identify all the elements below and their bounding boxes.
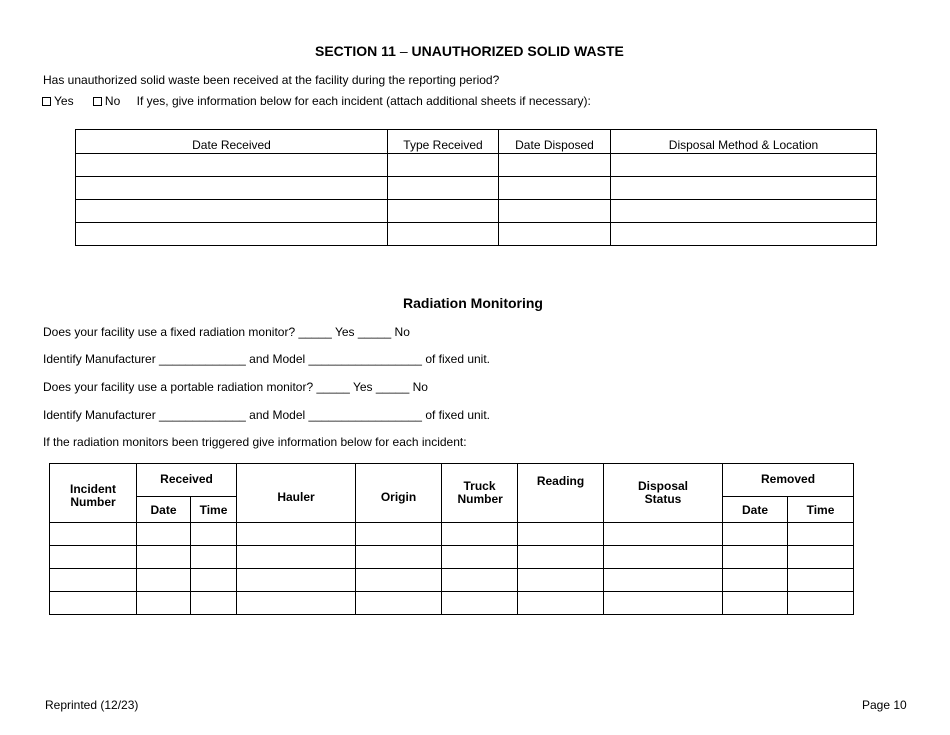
radiation-title: Radiation Monitoring bbox=[403, 295, 543, 311]
table-row bbox=[50, 546, 854, 569]
header-received: Received bbox=[137, 464, 237, 497]
table-cell[interactable] bbox=[611, 223, 877, 246]
no-label: No bbox=[104, 94, 121, 108]
table-cell[interactable] bbox=[237, 592, 356, 615]
yes-checkbox[interactable] bbox=[42, 94, 74, 108]
header-removed-time: Time bbox=[788, 496, 854, 522]
table-cell[interactable] bbox=[442, 546, 518, 569]
table-cell[interactable] bbox=[604, 523, 723, 546]
table-cell[interactable] bbox=[191, 546, 237, 569]
table-cell[interactable] bbox=[611, 200, 877, 223]
table-cell[interactable] bbox=[518, 592, 604, 615]
yes-label: Yes bbox=[54, 94, 74, 108]
header-date-disposed: Date Disposed bbox=[499, 130, 611, 154]
header-disposal-method: Disposal Method & Location bbox=[611, 130, 877, 154]
reprinted-date: Reprinted (12/23) bbox=[45, 698, 139, 712]
table-cell[interactable] bbox=[237, 523, 356, 546]
table-cell[interactable] bbox=[518, 569, 604, 592]
table-cell[interactable] bbox=[442, 523, 518, 546]
yes-no-row bbox=[42, 94, 591, 108]
table-cell[interactable] bbox=[388, 223, 499, 246]
table-row bbox=[76, 200, 877, 223]
table-cell[interactable] bbox=[76, 154, 388, 177]
table-cell[interactable] bbox=[191, 523, 237, 546]
header-disposal-status: Disposal Status bbox=[604, 464, 723, 523]
trigger-instruction: If the radiation monitors been triggered give information below for each incident: bbox=[43, 435, 467, 449]
table-cell[interactable] bbox=[388, 177, 499, 200]
waste-table bbox=[75, 129, 877, 246]
header-truck-number: Truck Number bbox=[442, 464, 518, 523]
header-type-received: Type Received bbox=[388, 130, 499, 154]
table-cell[interactable] bbox=[723, 569, 788, 592]
table-cell[interactable] bbox=[191, 592, 237, 615]
table-cell[interactable] bbox=[788, 523, 854, 546]
header-removed: Removed bbox=[723, 464, 854, 497]
table-cell[interactable] bbox=[723, 546, 788, 569]
table-row bbox=[76, 223, 877, 246]
table-cell[interactable] bbox=[237, 546, 356, 569]
fixed-manufacturer-line: Identify Manufacturer _____________ and Model _________________ of fixed unit. bbox=[43, 352, 491, 366]
fixed-monitor-question: Does your facility use a fixed radiation monitor? _____ Yes _____ No bbox=[43, 325, 410, 339]
table-cell[interactable] bbox=[604, 592, 723, 615]
table-cell[interactable] bbox=[442, 569, 518, 592]
table-cell[interactable] bbox=[137, 523, 191, 546]
incident-table bbox=[49, 463, 854, 615]
table-cell[interactable] bbox=[237, 569, 356, 592]
table-cell[interactable] bbox=[356, 546, 442, 569]
section-heading: UNAUTHORIZED SOLID WASTE bbox=[411, 43, 624, 59]
table-cell[interactable] bbox=[611, 154, 877, 177]
header-origin: Origin bbox=[356, 464, 442, 523]
header-received-date: Date bbox=[137, 496, 191, 522]
table-cell[interactable] bbox=[723, 592, 788, 615]
table-cell[interactable] bbox=[499, 200, 611, 223]
table-cell[interactable] bbox=[50, 592, 137, 615]
section-title bbox=[315, 43, 624, 59]
table-cell[interactable] bbox=[191, 569, 237, 592]
no-checkbox[interactable] bbox=[93, 94, 120, 108]
table-cell[interactable] bbox=[50, 523, 137, 546]
table-cell[interactable] bbox=[356, 569, 442, 592]
table-cell[interactable] bbox=[76, 200, 388, 223]
table-cell[interactable] bbox=[137, 592, 191, 615]
table-row bbox=[76, 154, 877, 177]
table-cell[interactable] bbox=[50, 546, 137, 569]
table-cell[interactable] bbox=[499, 154, 611, 177]
table-cell[interactable] bbox=[76, 223, 388, 246]
table-cell[interactable] bbox=[356, 523, 442, 546]
portable-manufacturer-line: Identify Manufacturer _____________ and Model _________________ of fixed unit. bbox=[43, 408, 491, 422]
table-cell[interactable] bbox=[788, 546, 854, 569]
header-reading: Reading bbox=[518, 464, 604, 523]
portable-monitor-question: Does your facility use a portable radiation monitor? _____ Yes _____ No bbox=[43, 380, 428, 394]
table-cell[interactable] bbox=[499, 177, 611, 200]
table-cell[interactable] bbox=[388, 200, 499, 223]
header-removed-date: Date bbox=[723, 496, 788, 522]
header-hauler: Hauler bbox=[237, 464, 356, 523]
waste-instruction: If yes, give information below for each incident (attach additional sheets if necessary): bbox=[136, 94, 591, 108]
section-prefix: SECTION 11 bbox=[315, 43, 396, 59]
incident-header-top bbox=[50, 464, 854, 497]
table-cell[interactable] bbox=[356, 592, 442, 615]
table-row bbox=[50, 569, 854, 592]
table-row bbox=[76, 177, 877, 200]
table-cell[interactable] bbox=[137, 569, 191, 592]
header-incident-number: Incident Number bbox=[50, 464, 137, 523]
waste-question: Has unauthorized solid waste been received at the facility during the reporting period? bbox=[43, 73, 500, 87]
table-cell[interactable] bbox=[604, 569, 723, 592]
checkbox-icon bbox=[93, 97, 102, 106]
waste-table-header bbox=[76, 130, 877, 154]
table-cell[interactable] bbox=[50, 569, 137, 592]
checkbox-icon bbox=[42, 97, 51, 106]
table-cell[interactable] bbox=[388, 154, 499, 177]
table-cell[interactable] bbox=[499, 223, 611, 246]
table-cell[interactable] bbox=[788, 592, 854, 615]
header-date-received: Date Received bbox=[76, 130, 388, 154]
page-number: Page 10 bbox=[862, 698, 907, 712]
table-cell[interactable] bbox=[518, 546, 604, 569]
table-cell[interactable] bbox=[518, 523, 604, 546]
header-received-time: Time bbox=[191, 496, 237, 522]
table-row bbox=[50, 523, 854, 546]
table-cell[interactable] bbox=[788, 569, 854, 592]
table-cell[interactable] bbox=[137, 546, 191, 569]
table-row bbox=[50, 592, 854, 615]
table-cell[interactable] bbox=[604, 546, 723, 569]
table-cell[interactable] bbox=[76, 177, 388, 200]
section-dash: – bbox=[399, 43, 408, 59]
table-cell[interactable] bbox=[611, 177, 877, 200]
table-cell[interactable] bbox=[723, 523, 788, 546]
table-cell[interactable] bbox=[442, 592, 518, 615]
